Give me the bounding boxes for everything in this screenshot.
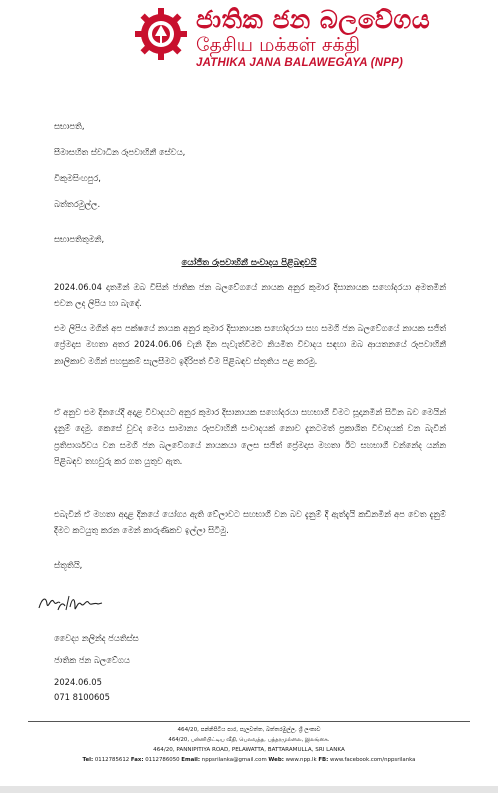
recipient-line-2: සීමාසහිත ස්වාධීන රූපවාහිනී සේවය, [54, 147, 186, 157]
fax-number: 0112786050 [145, 757, 180, 763]
signatory-name: වෛද්‍ය නලින්ද ජයතිස්ස [54, 633, 139, 643]
fb-label: FB: [318, 757, 329, 763]
recipient-line-3: විකුමසිංහපුර, [54, 173, 101, 183]
web-label: Web: [268, 757, 284, 763]
footer-contacts [0, 757, 498, 763]
closing: ස්තූතියි, [54, 560, 83, 570]
body-paragraph-1: 2024.06.04 දාතමින් ඔබ විසින් ජාතික ජන බලවේගයේ නායක අනුර කුමාර දිසානායක සහෝදරයා අමතමින් එවන ලද ලිපිය හා බැඳේ. [54, 282, 446, 309]
subject-heading: යෝජිත රූපවාහිනී සංවාදය පිළිබඳවයි [181, 258, 317, 268]
web-address: www.npp.lk [285, 757, 317, 763]
email-address: nppsrilanka@gmail.com [201, 757, 267, 763]
fax-label: Fax: [130, 757, 144, 763]
body-paragraph-2: එම ලිපිය මගින් අප පක්ෂයේ නායක අනුර කුමාර දිසානායක සහෝදරයා සහ සමගි ජන බලවේගයේ නායක සජිත් ප්‍රේමදාස මහතා අතර 2024.06.06 වැනි දින පැවැත්වීමට නියමිත විවාදය සඳහා ඔබ ආයතනයේ රූපවාහිනී නාලිකාව මගින් පහසුකම් සැලසීමට ඉදිරිපත් වීම පිළිබඳව ස්තූතිය පළ කරමු. [54, 323, 446, 366]
organization-name-block [196, 6, 430, 70]
body-paragraph-3: ඒ අනුව එම දිනයේදී අදාළ විවාදයට අනුර කුමාර දිසානායක සහෝදරයා සහභාගී වීමට සූදානමින් සිටින බව මෙයින් දැනුම් දෙමු. කෙසේ වුවද මෙය සාමාන්‍ය රූපවාහිනී සංවාදයක් නොව දැනටමත් ප්‍රකාශිත විවාදයක් වන බැවින් ප්‍රතිපාර්ශවය වන සමගි ජන බලවේගයේ නායකයා ලෙස සජිත් ප්‍රේමදාස මහතා ඊට සහභාගී වන්නේද යන්න පිළිබඳව තහවුරු කර ගත යුතුව ඇත. [54, 407, 446, 467]
tel-number: 0112785612 [94, 757, 130, 763]
contact-phone: 071 8100605 [54, 692, 110, 702]
org-name-sinhala: ජාතික ජන බලවේගය [196, 5, 431, 34]
recipient-line-1: සභාපති, [54, 121, 85, 131]
footer-address-sinhala: 464/20, පන්නිපිටිය පාර, පැලවත්ත, බත්තරමුල්ල, ශ්‍රී ලංකාව [177, 727, 321, 733]
body-paragraph-4: එබැවින් ඒ මහතා අදාළ දිනයේ යෝග්‍ය ඇති වේලාවට සහභාගී වන බව දැනුම් දී ඇත්දැයි කඩිනමින් අප වෙත දැනුම් දීමට කටයුතු කරන මෙන් කාරුණිකව ඉල්ලා සිටිමු. [54, 509, 446, 536]
fb-address: www.facebook.com/nppsrilanka [330, 757, 416, 763]
handwritten-signature-icon [36, 590, 106, 616]
npp-gear-logo-icon [133, 6, 189, 62]
letter-date: 2024.06.05 [54, 677, 102, 687]
salutation: සභාපතිතුමනි, [54, 234, 105, 244]
footer-address-english: 464/20, PANNIPITIYA ROAD, PELAWATTA, BATTARAMULLA, SRI LANKA [153, 747, 345, 753]
footer-divider [28, 721, 470, 722]
footer-address-tamil: 464/20, பன்னிபிட்டிய வீதி, பெலவத்த, பத்தரமுல்லை, இலங்கை. [168, 737, 330, 743]
org-name-english: JATHIKA JANA BALAWEGAYA (NPP) [196, 57, 404, 69]
page-bottom-edge [0, 786, 498, 793]
tel-label: Tel: [82, 757, 94, 763]
recipient-line-4: බත්තරමුල්ල. [54, 199, 101, 209]
org-name-tamil: தேசிய மக்கள் சக்தி [196, 34, 361, 56]
signatory-organization: ජාතික ජන බලවේගය [54, 655, 130, 665]
email-label: Email: [181, 757, 201, 763]
